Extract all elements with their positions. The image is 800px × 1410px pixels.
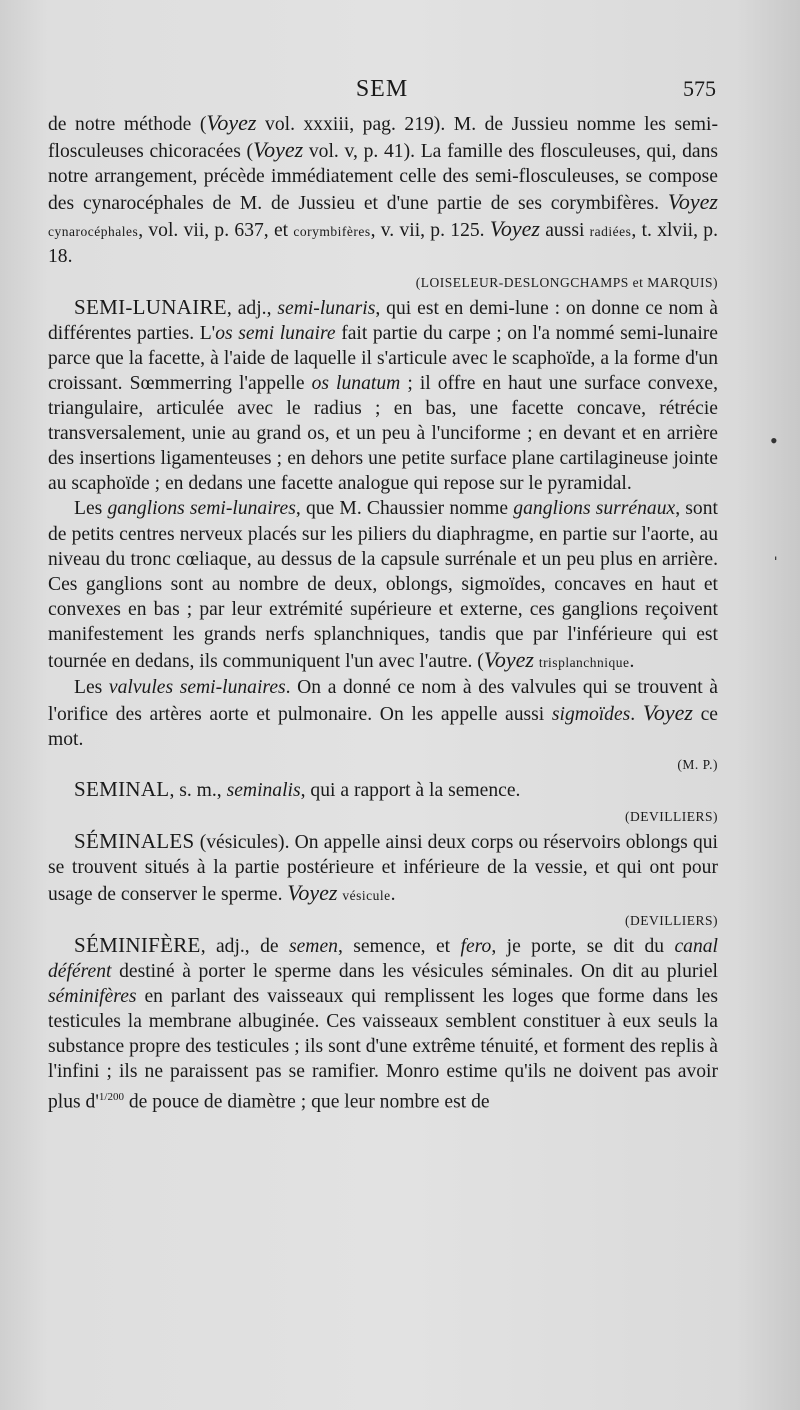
margin-mark: ˈ — [772, 552, 780, 577]
text-run: , sont de petits centres nerveux placés sur les piliers du diaphragme, en partie sur l'aorte, au niveau du tronc cœliaque, au dessus de la capsule surrénale et un peu plus en arrière. Ces ganglions sont au nombre de deux, oblongs, sigmoïdes, concaves en haut et convexes en bas ; par leur extrémité supérieure et externe, ces ganglions reçoivent manifestement les grands nerfs splanchniques, tandis que par l'inférieure qui est tournée en dedans, ils communiquent l'un avec l'autre. ( — [48, 498, 718, 672]
page-number: 575 — [683, 76, 716, 101]
headword: SEMI-LUNAIRE — [74, 294, 227, 319]
italic-term: valvules semi-lunaires — [108, 677, 286, 699]
cross-reference: Voyez — [483, 646, 534, 672]
text-run: . — [629, 650, 635, 672]
italic-term: séminifères — [48, 986, 137, 1008]
text-run: , qui est en demi-lune : on donne ce nom à différentes parties. L' — [48, 297, 718, 344]
italic-term: canal déférent — [48, 936, 718, 983]
italic-term: seminalis — [226, 780, 301, 802]
entry-seminal — [48, 777, 718, 803]
text-run: , que M. Chaussier nomme — [295, 498, 514, 520]
cross-reference: Voyez — [253, 137, 304, 163]
text-run: , adj., — [226, 297, 278, 319]
italic-term: os lunatum — [311, 372, 401, 394]
page-body — [48, 110, 718, 1114]
reference-term: radiées — [589, 224, 632, 240]
author-signature: (DEVILLIERS) — [625, 912, 718, 928]
author-signature: (LOISELEUR-DESLONGCHAMPS et MARQUIS) — [415, 274, 718, 290]
text-run: , semence, et — [337, 936, 461, 957]
italic-term: ganglions surrénaux — [513, 498, 676, 520]
cross-reference: Voyez — [206, 110, 257, 135]
italic-term: os semi lunaire — [215, 322, 336, 344]
italic-term: semi-lunaris — [277, 297, 376, 319]
text-run: Les — [74, 498, 108, 520]
text-run: , qui a rapport à la semence. — [300, 780, 521, 802]
entry-ganglions-semi-lunaires — [48, 496, 718, 675]
italic-term: fero — [460, 936, 492, 957]
reference-term: trisplanchnique — [538, 654, 630, 670]
entry-valvules-semi-lunaires — [48, 675, 718, 752]
text-run: . — [390, 883, 396, 905]
headword: SEMINAL — [74, 777, 170, 802]
text-run: aussi — [539, 220, 590, 242]
reference-term: corymbifères — [293, 224, 371, 240]
text-run: en parlant des vaisseaux qui remplissent les loges que forme dans les testicules la membrane albuginée. Ces vaisseaux semblent constituer à eux seuls la substance propre des testicules ; ils sont d'une extrême ténuité, et forment des replis à l'infini ; ils ne paraissent pas se ramifier. Monro estime qu'ils ne doivent pas avoir plus d' — [48, 986, 718, 1113]
italic-term: semen — [288, 936, 338, 957]
entry-semi-lunaire — [48, 295, 718, 497]
text-run: vol. xxxiii, pag. 219). M. de Jussieu nomme les semi-flosculeuses chicoracées ( — [48, 114, 718, 163]
italic-term: sigmoïdes — [551, 704, 631, 726]
text-run: . On a donné ce nom à des valvules qui se trouvent à l'orifice des artères aorte et pulmonaire. On les appelle aussi — [48, 677, 718, 726]
text-run: , v. vii, p. 125. — [370, 220, 490, 242]
text-run: de pouce de diamètre ; que leur nombre est de — [123, 1091, 490, 1113]
headword: SÉMINALES — [74, 828, 195, 853]
cross-reference: Voyez — [642, 700, 693, 726]
entry-seminales — [48, 829, 718, 908]
entry-paragraph — [48, 110, 718, 270]
running-head: SEM — [355, 76, 409, 102]
cross-reference: Voyez — [287, 879, 338, 905]
author-signature: (DEVILLIERS) — [625, 808, 718, 824]
entry-seminifere — [48, 933, 718, 1114]
text-run: , s. m., — [169, 780, 227, 802]
text-run: . — [630, 704, 643, 726]
cross-reference: Voyez — [667, 189, 718, 215]
reference-term: vésicule — [342, 887, 391, 903]
text-run: , t. xlvii, p. 18. — [48, 220, 718, 268]
text-run: fait partie du carpe ; on l'a nommé semi-lunaire parce que la facette, à l'aide de laquelle il s'articule avec le scaphoïde, a la forme d'un croissant. Sœmmerring l'appelle — [48, 322, 718, 394]
italic-term: 1/200 — [98, 1090, 124, 1103]
page-header — [48, 76, 716, 110]
text-run: de notre méthode ( — [48, 114, 207, 135]
text-run: , vol. vii, p. 637, et — [138, 220, 294, 242]
text-run: (vésicules). On appelle ainsi deux corps ou réservoirs oblongs qui se trouvent situés à la partie postérieure et inférieure de la vessie, et qui ont pour usage de conserver le sperme. — [48, 831, 718, 905]
italic-term: ganglions semi-lunaires — [107, 498, 296, 520]
cross-reference: Voyez — [489, 216, 540, 242]
text-run: vol. v, p. 41). La famille des flosculeuses, qui, dans notre arrangement, précède immédiatement celle des semi-flosculeuses, se compose des cynarocéphales de M. de Jussieu et d'une partie de ses corymbifères. — [48, 141, 718, 215]
text-run: ce mot. — [48, 704, 719, 751]
text-run: destiné à porter le sperme dans les vésicules séminales. On dit au pluriel — [111, 961, 718, 983]
text-run: ; il offre en haut une surface convexe, triangulaire, articulée avec le radius ; en bas, une facette concave, rétrécie transversalement, unie au grand os, et un peu à l'unciforme ; en devant et en arrière des insertions ligamenteuses ; en dehors une petite surface plane cartilagineuse jointe au scaphoïde ; en dedans une facette analogue qui repose sur le pyramidal. — [48, 372, 718, 495]
reference-term: cynarocéphales — [48, 224, 139, 240]
text-run: Les — [74, 677, 109, 699]
author-signature: (M. P.) — [677, 757, 718, 773]
text-run: , je porte, se dit du — [491, 936, 675, 957]
margin-mark: • — [770, 428, 778, 453]
headword: SÉMINIFÈRE — [74, 933, 201, 957]
text-run: , adj., de — [200, 936, 289, 957]
